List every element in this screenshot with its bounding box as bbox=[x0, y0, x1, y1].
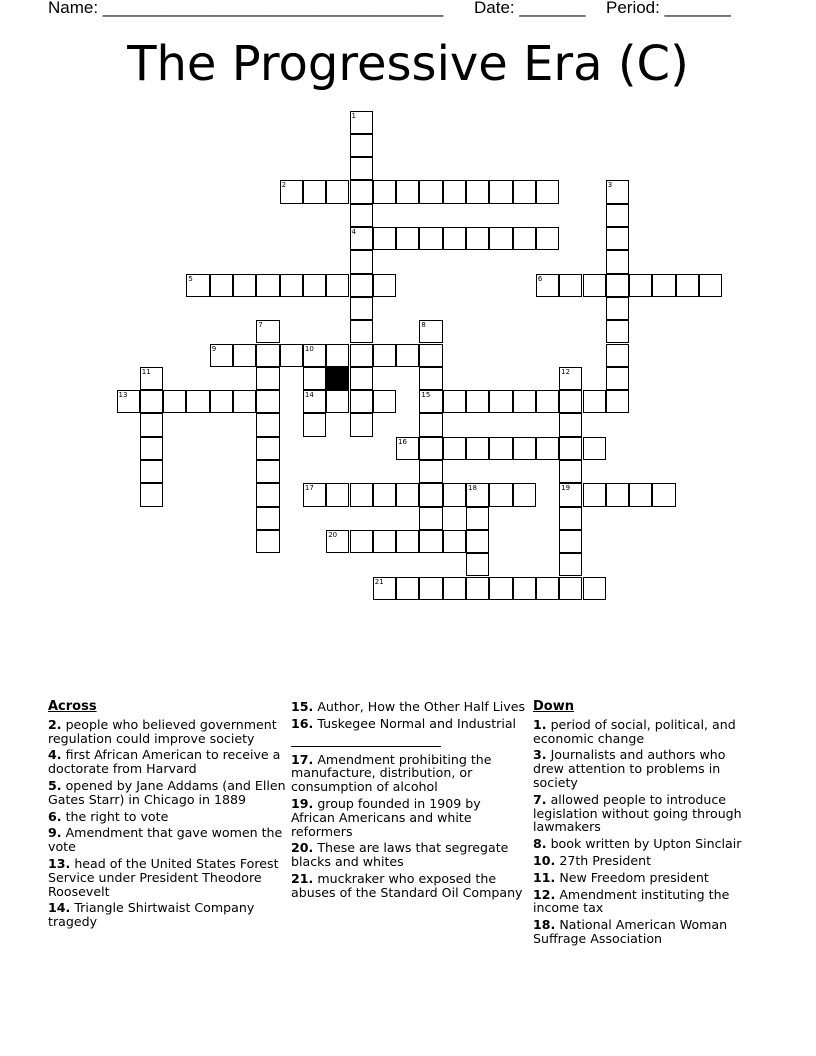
grid-cell[interactable] bbox=[652, 483, 675, 506]
clue-number: 9. bbox=[48, 825, 62, 841]
clue-number-label: 15 bbox=[421, 391, 431, 400]
grid-cell[interactable] bbox=[536, 577, 559, 600]
grid-cell[interactable] bbox=[583, 483, 606, 506]
grid-cell[interactable] bbox=[513, 483, 536, 506]
grid-cell[interactable] bbox=[303, 274, 326, 297]
grid-cell[interactable] bbox=[536, 180, 559, 203]
grid-cell[interactable] bbox=[233, 344, 256, 367]
clue-text: opened by Jane Addams (and Ellen Gates Starr) in Chicago in 1889 bbox=[48, 777, 286, 807]
down-clues-column bbox=[533, 700, 755, 949]
grid-cell[interactable] bbox=[210, 390, 233, 413]
grid-cell[interactable] bbox=[303, 180, 326, 203]
grid-cell[interactable] bbox=[559, 437, 582, 460]
grid-cell[interactable] bbox=[466, 390, 489, 413]
clue-number-label: 12 bbox=[561, 367, 571, 376]
grid-cell[interactable] bbox=[699, 274, 722, 297]
grid-cell[interactable] bbox=[396, 344, 419, 367]
grid-cell[interactable] bbox=[443, 180, 466, 203]
grid-cell[interactable] bbox=[629, 274, 652, 297]
grid-cell[interactable] bbox=[466, 180, 489, 203]
grid-cell[interactable] bbox=[373, 344, 396, 367]
grid-cell[interactable] bbox=[186, 390, 209, 413]
grid-cell[interactable] bbox=[419, 227, 442, 250]
grid-cell[interactable] bbox=[419, 577, 442, 600]
grid-cell[interactable] bbox=[466, 553, 489, 576]
across-clues-column-2 bbox=[291, 700, 527, 903]
grid-cell[interactable] bbox=[350, 344, 373, 367]
clue-down-6 bbox=[533, 888, 755, 916]
clue-down-2 bbox=[533, 793, 755, 834]
name-field-label[interactable]: Name: ____________________________________ bbox=[48, 0, 444, 17]
grid-cell[interactable] bbox=[396, 483, 419, 506]
grid-cell[interactable] bbox=[466, 530, 489, 553]
grid-cell[interactable] bbox=[559, 507, 582, 530]
grid-cell[interactable] bbox=[559, 577, 582, 600]
grid-cell[interactable] bbox=[443, 390, 466, 413]
grid-cell[interactable] bbox=[606, 344, 629, 367]
grid-cell[interactable] bbox=[606, 274, 629, 297]
clue-number: 19. bbox=[291, 795, 314, 811]
clue-down-5 bbox=[533, 871, 755, 885]
clue-across_col2b-1 bbox=[291, 797, 527, 838]
clue-text: period of social, political, and economic change bbox=[533, 716, 736, 746]
grid-cell[interactable] bbox=[583, 577, 606, 600]
clue-text: Tuskegee Normal and Industrial bbox=[313, 715, 517, 731]
grid-cell[interactable] bbox=[373, 530, 396, 553]
grid-cell[interactable] bbox=[256, 390, 279, 413]
grid-cell[interactable] bbox=[419, 460, 442, 483]
clue-across_col2b-2 bbox=[291, 841, 527, 869]
page-title: The Progressive Era (C) bbox=[127, 36, 689, 92]
clue-number-label: 5 bbox=[188, 274, 193, 283]
clue-number-label: 3 bbox=[607, 181, 613, 190]
clue-text: muckraker who exposed the abuses of the Standard Oil Company bbox=[291, 870, 523, 900]
grid-cell[interactable] bbox=[256, 274, 279, 297]
grid-cell[interactable] bbox=[606, 297, 629, 320]
grid-cell[interactable] bbox=[373, 274, 396, 297]
clue-text: Amendment instituting the income tax bbox=[533, 886, 730, 916]
clue-text: the right to vote bbox=[61, 808, 169, 824]
clue-number: 4. bbox=[48, 747, 62, 763]
grid-cell[interactable] bbox=[326, 390, 349, 413]
clue-across_col2a-1 bbox=[291, 717, 527, 731]
clue-number: 21. bbox=[291, 870, 314, 886]
clue-number-label: 13 bbox=[118, 391, 128, 400]
clue-number-label: 4 bbox=[351, 228, 356, 236]
grid-cell[interactable] bbox=[373, 483, 396, 506]
grid-cell[interactable] bbox=[513, 577, 536, 600]
clue-number-label: 8 bbox=[421, 321, 426, 330]
clue-down-3 bbox=[533, 837, 755, 851]
across-heading: Across bbox=[48, 699, 97, 714]
grid-cell[interactable] bbox=[233, 390, 256, 413]
answer-blank-line bbox=[291, 734, 441, 747]
grid-cell[interactable] bbox=[606, 204, 629, 227]
clue-number-label: 14 bbox=[304, 391, 314, 400]
grid-cell[interactable] bbox=[256, 460, 279, 483]
grid-cell[interactable] bbox=[256, 507, 279, 530]
clue-across_col2a-0 bbox=[291, 700, 527, 714]
clue-text: Journalists and authors who drew attention to problems in society bbox=[533, 747, 726, 790]
clue-number-label: 16 bbox=[398, 437, 408, 446]
clue-text: National American Woman Suffrage Association bbox=[533, 917, 728, 946]
grid-cell[interactable] bbox=[489, 577, 512, 600]
grid-cell[interactable] bbox=[583, 390, 606, 413]
clue-number: 7. bbox=[533, 791, 547, 807]
clue-number-label: 2 bbox=[281, 181, 287, 190]
clue-number: 1. bbox=[533, 716, 547, 732]
clue-down-1 bbox=[533, 748, 755, 789]
grid-cell[interactable] bbox=[513, 227, 536, 250]
grid-cell[interactable] bbox=[350, 134, 373, 157]
clue-number-label: 18 bbox=[468, 484, 477, 493]
clue-across_col1-4 bbox=[48, 826, 288, 854]
grid-cell[interactable] bbox=[350, 297, 373, 320]
grid-cell[interactable] bbox=[140, 413, 163, 436]
grid-cell[interactable] bbox=[583, 437, 606, 460]
grid-cell[interactable] bbox=[303, 367, 326, 390]
grid-cell[interactable] bbox=[256, 367, 279, 390]
clue-across_col1-3 bbox=[48, 810, 288, 824]
grid-cell[interactable] bbox=[256, 344, 279, 367]
grid-cell[interactable] bbox=[350, 390, 373, 413]
clue-number-label: 21 bbox=[374, 577, 384, 586]
grid-cell[interactable] bbox=[350, 530, 373, 553]
clue-across_col1-6 bbox=[48, 901, 288, 929]
grid-cell[interactable] bbox=[559, 460, 582, 483]
grid-cell[interactable] bbox=[489, 437, 512, 460]
clue-number-label: 1 bbox=[351, 111, 356, 120]
grid-cell[interactable] bbox=[303, 413, 326, 436]
grid-cell[interactable] bbox=[559, 274, 582, 297]
period-field-label[interactable]: Period: _______ bbox=[606, 0, 731, 17]
grid-cell[interactable] bbox=[466, 507, 489, 530]
grid-cell[interactable] bbox=[419, 530, 442, 553]
clue-number-label: 9 bbox=[211, 344, 217, 353]
clue-number: 15. bbox=[291, 699, 314, 714]
grid-cell[interactable] bbox=[443, 483, 466, 506]
grid-cell[interactable] bbox=[443, 577, 466, 600]
date-field-label[interactable]: Date: _______ bbox=[474, 0, 586, 17]
grid-cell[interactable] bbox=[280, 274, 303, 297]
grid-cell[interactable] bbox=[373, 180, 396, 203]
clue-number-label: 19 bbox=[561, 484, 571, 493]
clue-number: 6. bbox=[48, 808, 62, 824]
grid-cell[interactable] bbox=[326, 180, 349, 203]
clue-text: Author, How the Other Half Lives bbox=[313, 699, 526, 714]
clue-number-label: 11 bbox=[141, 367, 151, 376]
grid-cell[interactable] bbox=[350, 367, 373, 390]
grid-cell[interactable] bbox=[373, 227, 396, 250]
grid-cell[interactable] bbox=[652, 274, 675, 297]
grid-cell[interactable] bbox=[326, 483, 349, 506]
grid-cell[interactable] bbox=[140, 460, 163, 483]
clue-number: 10. bbox=[533, 852, 556, 868]
grid-cell[interactable] bbox=[256, 483, 279, 506]
grid-cell[interactable] bbox=[419, 367, 442, 390]
grid-cell[interactable] bbox=[443, 530, 466, 553]
grid-cell[interactable] bbox=[419, 344, 442, 367]
grid-cell[interactable] bbox=[350, 157, 373, 180]
clue-number: 2. bbox=[48, 716, 62, 732]
grid-cell[interactable] bbox=[256, 530, 279, 553]
grid-cell[interactable] bbox=[256, 413, 279, 436]
clue-number: 5. bbox=[48, 777, 62, 793]
across-clues-column-1 bbox=[48, 700, 288, 932]
grid-cell[interactable] bbox=[419, 507, 442, 530]
clue-number: 13. bbox=[48, 855, 71, 871]
grid-cell[interactable] bbox=[606, 320, 629, 343]
grid-cell[interactable] bbox=[350, 180, 373, 203]
grid-cell[interactable] bbox=[140, 390, 163, 413]
grid-cell[interactable] bbox=[326, 274, 349, 297]
clue-number-label: 17 bbox=[304, 484, 314, 493]
clue-text: These are laws that segregate blacks and whites bbox=[291, 840, 509, 870]
clue-text: book written by Upton Sinclair bbox=[546, 836, 742, 852]
grid-cell[interactable] bbox=[489, 390, 512, 413]
clue-across_col1-1 bbox=[48, 748, 288, 776]
clue-across_col1-2 bbox=[48, 779, 288, 807]
black-square bbox=[326, 367, 349, 390]
grid-cell[interactable] bbox=[606, 367, 629, 390]
grid-cell[interactable] bbox=[396, 577, 419, 600]
grid-cell[interactable] bbox=[443, 437, 466, 460]
grid-cell[interactable] bbox=[629, 483, 652, 506]
clue-text: 27th President bbox=[555, 852, 652, 868]
clue-number: 17. bbox=[291, 751, 314, 767]
clue-text: group founded in 1909 by African Americans and white reformers bbox=[291, 795, 481, 839]
grid-cell[interactable] bbox=[559, 390, 582, 413]
clue-across_col1-0 bbox=[48, 718, 288, 746]
grid-cell[interactable] bbox=[536, 437, 559, 460]
grid-cell[interactable] bbox=[606, 250, 629, 273]
grid-cell[interactable] bbox=[419, 413, 442, 436]
grid-cell[interactable] bbox=[606, 390, 629, 413]
grid-cell[interactable] bbox=[466, 437, 489, 460]
clue-text: New Freedom president bbox=[555, 869, 709, 885]
grid-cell[interactable] bbox=[280, 344, 303, 367]
clue-number: 12. bbox=[533, 886, 556, 902]
grid-cell[interactable] bbox=[513, 180, 536, 203]
grid-cell[interactable] bbox=[559, 413, 582, 436]
grid-cell[interactable] bbox=[536, 227, 559, 250]
grid-cell[interactable] bbox=[606, 483, 629, 506]
grid-cell[interactable] bbox=[256, 437, 279, 460]
grid-cell[interactable] bbox=[559, 553, 582, 576]
clue-text: head of the United States Forest Service under President Theodore Roosevelt bbox=[48, 855, 279, 899]
clue-number: 11. bbox=[533, 869, 556, 885]
clue-number: 20. bbox=[291, 840, 314, 856]
grid-cell[interactable] bbox=[489, 227, 512, 250]
grid-cell[interactable] bbox=[350, 413, 373, 436]
clue-down-4 bbox=[533, 854, 755, 868]
grid-cell[interactable] bbox=[350, 250, 373, 273]
down-heading: Down bbox=[533, 699, 574, 714]
grid-cell[interactable] bbox=[233, 274, 256, 297]
clue-across_col1-5 bbox=[48, 857, 288, 898]
grid-cell[interactable] bbox=[536, 390, 559, 413]
grid-cell[interactable] bbox=[396, 530, 419, 553]
grid-cell[interactable] bbox=[606, 227, 629, 250]
grid-cell[interactable] bbox=[489, 180, 512, 203]
grid-cell[interactable] bbox=[513, 437, 536, 460]
clue-text: people who believed government regulation could improve society bbox=[48, 716, 277, 746]
clue-text: Triangle Shirtwaist Company tragedy bbox=[48, 900, 255, 930]
grid-cell[interactable] bbox=[140, 437, 163, 460]
clue-number-label: 20 bbox=[328, 530, 338, 539]
clue-number: 18. bbox=[533, 917, 556, 933]
clue-text: Amendment prohibiting the manufacture, distribution, or consumption of alcohol bbox=[291, 751, 492, 795]
clue-number: 14. bbox=[48, 900, 71, 916]
grid-cell[interactable] bbox=[419, 483, 442, 506]
grid-cell[interactable] bbox=[443, 227, 466, 250]
grid-cell[interactable] bbox=[326, 344, 349, 367]
clue-across_col2b-3 bbox=[291, 872, 527, 900]
grid-cell[interactable] bbox=[419, 180, 442, 203]
grid-cell[interactable] bbox=[419, 437, 442, 460]
grid-cell[interactable] bbox=[466, 577, 489, 600]
grid-cell[interactable] bbox=[513, 390, 536, 413]
clue-text: Amendment that gave women the vote bbox=[48, 825, 283, 855]
grid-cell[interactable] bbox=[163, 390, 186, 413]
clue-number-label: 6 bbox=[537, 274, 543, 283]
clue-number-label: 7 bbox=[258, 321, 263, 330]
grid-cell[interactable] bbox=[350, 204, 373, 227]
grid-cell[interactable] bbox=[583, 274, 606, 297]
clue-number: 16. bbox=[291, 715, 314, 731]
grid-cell[interactable] bbox=[140, 483, 163, 506]
clue-number-label: 10 bbox=[304, 344, 314, 353]
clue-across_col2b-0 bbox=[291, 753, 527, 794]
grid-cell[interactable] bbox=[350, 483, 373, 506]
grid-cell[interactable] bbox=[676, 274, 699, 297]
grid-cell[interactable] bbox=[396, 180, 419, 203]
clue-down-0 bbox=[533, 718, 755, 746]
grid-cell[interactable] bbox=[350, 320, 373, 343]
grid-cell[interactable] bbox=[373, 390, 396, 413]
clue-down-7 bbox=[533, 918, 755, 946]
grid-cell[interactable] bbox=[210, 274, 233, 297]
clue-number: 8. bbox=[533, 836, 547, 852]
clue-text: allowed people to introduce legislation without going through lawmakers bbox=[533, 791, 742, 835]
clue-number: 3. bbox=[533, 747, 547, 763]
grid-cell[interactable] bbox=[466, 227, 489, 250]
grid-cell[interactable] bbox=[350, 274, 373, 297]
grid-cell[interactable] bbox=[559, 530, 582, 553]
grid-cell[interactable] bbox=[489, 483, 512, 506]
grid-cell[interactable] bbox=[396, 227, 419, 250]
clue-text: first African American to receive a doctorate from Harvard bbox=[48, 747, 281, 777]
